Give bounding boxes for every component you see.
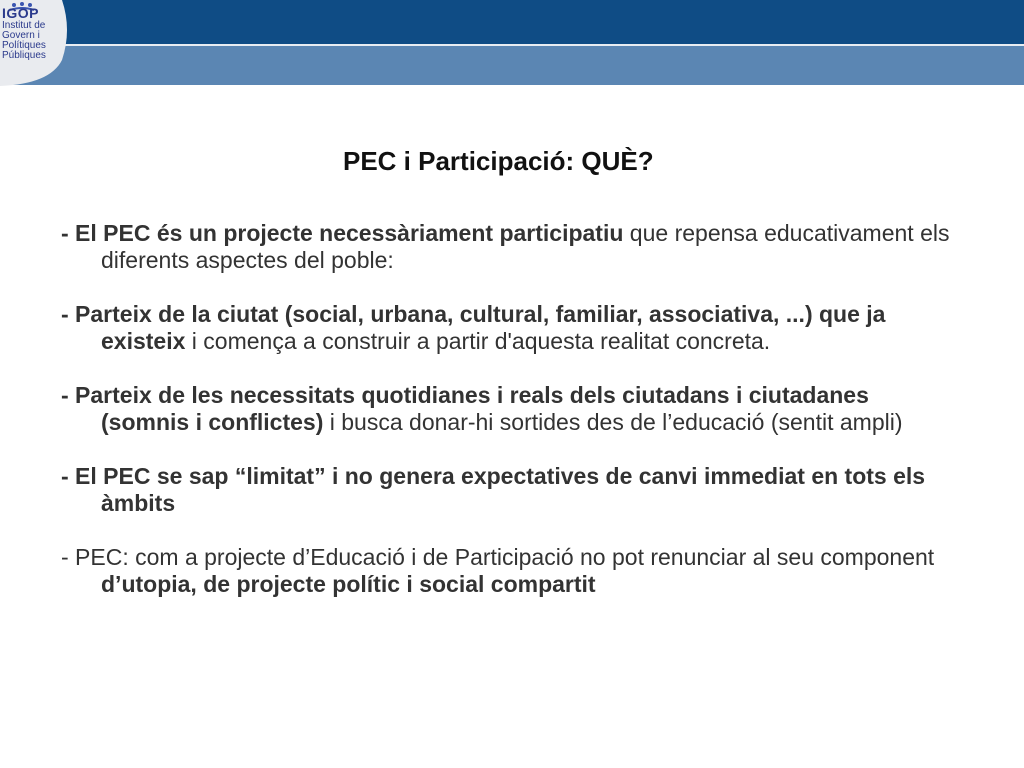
paragraph-2 [61, 301, 961, 355]
paragraph-1-bold: - El PEC és un projecte necessàriament participatiu [61, 220, 624, 246]
logo-brand: IGOP [2, 5, 40, 21]
paragraph-3 [61, 382, 961, 436]
igop-logo [0, 0, 70, 88]
paragraph-5 [61, 544, 961, 598]
logo-line-4: Públiques [2, 50, 46, 61]
paragraph-4 [61, 463, 961, 517]
paragraph-2-bold: - Parteix de la ciutat (social, urbana, cultural, familiar, associativa, ...) que ja existeix [61, 301, 886, 354]
paragraph-5-bold: d’utopia, de projecte polític i social compartit [101, 571, 596, 597]
logo-line-2: Govern i [2, 30, 40, 41]
logo-line-1: Institut de [2, 20, 46, 31]
paragraph-4-bold: - El PEC se sap “limitat” i no genera expectatives de canvi immediat en tots els àmbits [61, 463, 926, 516]
paragraph-1 [61, 220, 961, 274]
logo-line-3: Polítiques [2, 40, 46, 51]
header-band-top [0, 0, 1024, 44]
slide-title: PEC i Participació: QUÈ? [343, 146, 654, 176]
slide-body [61, 220, 961, 598]
paragraph-5-text: - PEC: com a projecte d’Educació i de Participació no pot renunciar al seu component [61, 544, 935, 570]
paragraph-3-bold: - Parteix de les necessitats quotidianes i reals dels ciutadans i ciutadanes (somnis i conflictes) [61, 382, 869, 435]
paragraph-3-text: i busca donar-hi sortides des de l’educació (sentit ampli) [323, 409, 903, 435]
paragraph-2-text: i comença a construir a partir d'aquesta realitat concreta. [185, 328, 771, 354]
header-band-bottom [0, 46, 1024, 85]
paragraph-1-text: que repensa educativament els diferents aspectes del poble: [101, 220, 950, 273]
logo-text [2, 6, 60, 61]
